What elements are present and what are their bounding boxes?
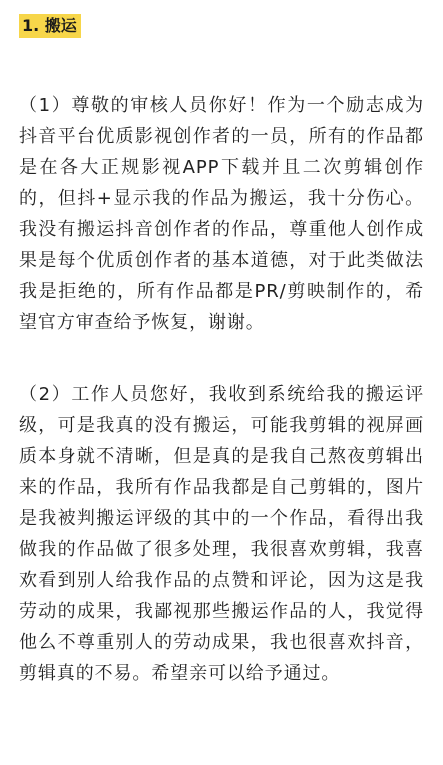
section-heading: 1. 搬运	[19, 14, 81, 38]
appeal-paragraph-1: （1）尊敬的审核人员你好！作为一个励志成为抖音平台优质影视创作者的一员，所有的作品都是在各大正规影视APP下载并且二次剪辑创作的，但抖+显示我的作品为搬运，我十分伤心。我没有搬运抖音创作者的作品，尊重他人创作成果是每个优质创作者的基本道德，对于此类做法我是拒绝的，所有作品都是PR/剪映制作的，希望官方审查给予恢复，谢谢。	[19, 95, 424, 333]
appeal-paragraph-2: （2）工作人员您好，我收到系统给我的搬运评级，可是我真的没有搬运，可能我剪辑的视屏画质本身就不清晰，但是真的是我自己熬夜剪辑出来的作品，我所有作品我都是自己剪辑的，图片是我被判搬运评级的其中的一个作品，看得出我做我的作品做了很多处理，我很喜欢剪辑，我喜欢看到别人给我作品的点赞和评论，因为这是我劳动的成果，我鄙视那些搬运作品的人，我觉得他么不尊重别人的劳动成果，我也很喜欢抖音，剪辑真的不易。希望亲可以给予通过。	[19, 384, 424, 684]
